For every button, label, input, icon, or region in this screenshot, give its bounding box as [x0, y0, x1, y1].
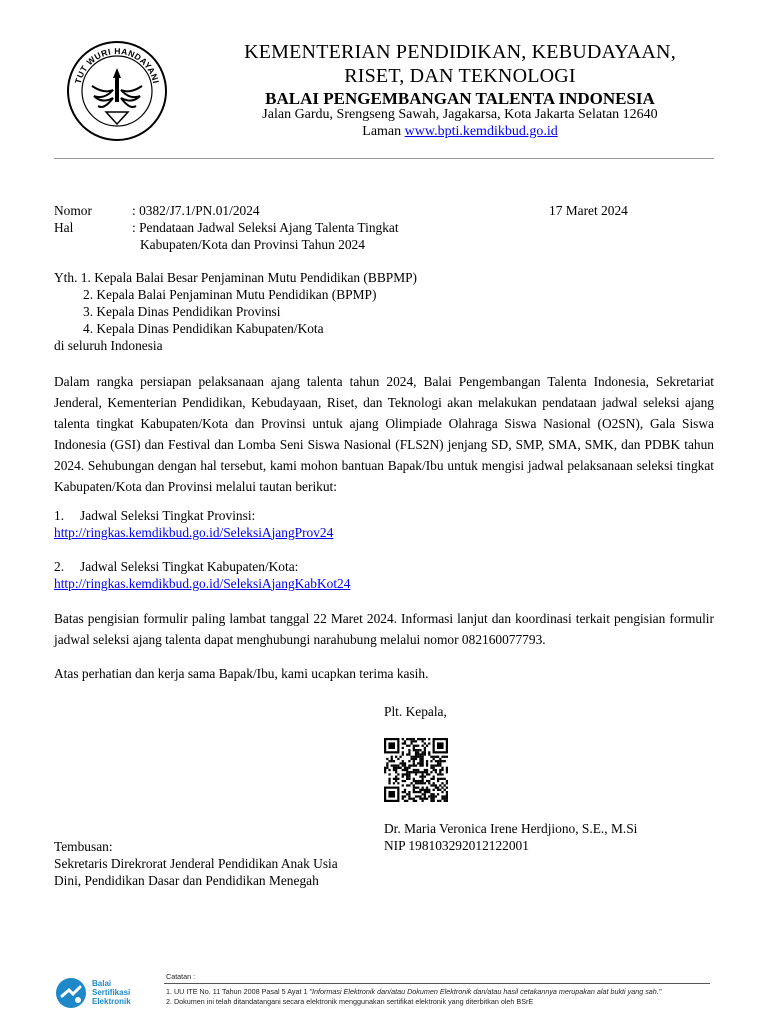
notes-label: Catatan :	[166, 972, 196, 981]
recipients: Yth. 1. Kepala Balai Besar Penjaminan Mutu Pendidikan (BBPMP) 2. Kepala Balai Penjaminan Mutu Pendidikan (BPMP) 3. Kepala Dinas Pendidikan Provinsi 4. Kepala Dinas Pendidikan Kabupaten/Kota di seluruh Indonesia	[54, 270, 418, 353]
signatory-nip: NIP 198103292012122001	[384, 838, 529, 853]
address: Jalan Gardu, Srengseng Sawah, Jagakarsa, Kota Jakarta Selatan 12640	[262, 107, 658, 122]
qr-code	[384, 738, 448, 802]
tut-wuri-handayani-logo	[66, 40, 168, 142]
hal-value: : Pendataan Jadwal Seleksi Ajang Talenta Tingkat Kabupaten/Kota dan Provinsi Tahun 2024	[132, 220, 399, 252]
footer-note-1: 1. UU ITE No. 11 Tahun 2008 Pasal 5 Ayat 1 "Informasi Elektronik dan/atau Dokumen Elektronik dan/atau hasil cetakannya merupakan alat bukti yang sah."	[166, 987, 662, 996]
hal-label: Hal	[54, 220, 74, 235]
website-link[interactable]: www.bpti.kemdikbud.go.id	[404, 124, 558, 139]
signatory-name: Dr. Maria Veronica Irene Herdjiono, S.E., M.Si	[384, 821, 638, 836]
link-kabkota[interactable]: http://ringkas.kemdikbud.go.id/SeleksiAjangKabKot24	[54, 575, 351, 591]
nomor-label: Nomor	[54, 203, 92, 218]
body-paragraph-1: Dalam rangka persiapan pelaksanaan ajang talenta tahun 2024, Balai Pengembangan Talenta Indonesia, Sekretariat Jenderal, Kementerian Pendidikan, Kebudayaan, Riset, dan Teknologi akan melakukan pendataan jadwal seleksi ajang talenta tingkat Kabupaten/Kota dan Provinsi untuk ajang Olimpiade Olahraga Siswa Nasional (O2SN), Gala Siswa Indonesia (GSI) dan Festival dan Lomba Seni Siswa Nasional (FLS2N) jenjang SD, SMP, SMA, SMK, dan PDBK tahun 2024. Sehubungan dengan hal tersebut, kami mohon bantuan Bapak/Ibu untuk mengisi jadwal pelaksanaan seleksi tingkat Kabupaten/Kota dan Provinsi melalui tautan berikut:	[54, 374, 714, 494]
signatory	[384, 820, 637, 854]
ministry-name: KEMENTERIAN PENDIDIKAN, KEBUDAYAAN, RISET, DAN TEKNOLOGI	[244, 41, 676, 87]
link-item-2: 2. Jadwal Seleksi Tingkat Kabupaten/Kota: http://ringkas.kemdikbud.go.id/SeleksiAjangKabKot24	[54, 559, 351, 591]
body-paragraph-2: Batas pengisian formulir paling lambat tanggal 22 Maret 2024. Informasi lanjut dan koordinasi terkait pengisian formulir jadwal seleksi ajang talenta dapat menghubungi narahubung melalui nomor 082160077793.	[54, 611, 714, 647]
svg-text:TUT WURI HANDAYANI: TUT WURI HANDAYANI	[72, 45, 162, 85]
bsre-logo: Balai Sertifikasi Elektronik	[54, 976, 164, 1010]
link-item-1: 1. Jadwal Seleksi Tingkat Provinsi: http://ringkas.kemdikbud.go.id/SeleksiAjangProv24	[54, 508, 334, 540]
footer-divider	[164, 983, 710, 984]
link-provinsi[interactable]: http://ringkas.kemdikbud.go.id/SeleksiAjangProv24	[54, 524, 334, 540]
unit-name: BALAI PENGEMBANGAN TALENTA INDONESIA	[265, 89, 655, 108]
signature-title: Plt. Kepala,	[384, 704, 447, 719]
closing-sentence: Atas perhatian dan kerja sama Bapak/Ibu, kami ucapkan terima kasih.	[54, 666, 429, 681]
bsre-icon	[54, 976, 88, 1010]
footer-note-2: 2. Dokumen ini telah ditandatangani secara elektronik menggunakan sertifikat elektronik yang diterbitkan oleh BSrE	[166, 997, 534, 1006]
cc-block: Tembusan: Sekretaris Direkrorat Jenderal Pendidikan Anak Usia Dini, Pendidikan Dasar dan Pendidikan Menegah	[54, 839, 338, 888]
header-divider	[54, 158, 714, 159]
website-line: Laman www.bpti.kemdikbud.go.id	[362, 124, 558, 139]
nomor-value: : 0382/J7.1/PN.01/2024	[132, 203, 260, 218]
letter-date: 17 Maret 2024	[549, 203, 628, 218]
